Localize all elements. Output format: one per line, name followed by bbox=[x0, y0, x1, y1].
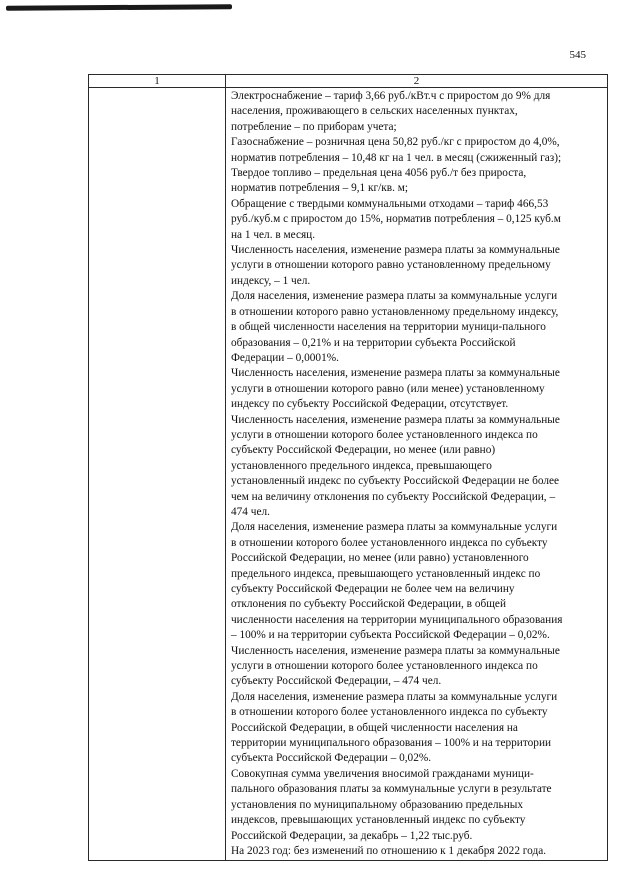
column-2-cell bbox=[226, 88, 608, 861]
electricity-paragraph: Электроснабжение – тариф 3,66 руб./кВт.ч с приростом до 9% для населения, проживающего в сельских населенных пунктах, потребление – по приборам учета; bbox=[231, 90, 551, 133]
table-row bbox=[89, 88, 608, 861]
column-1-cell bbox=[89, 88, 226, 861]
scan-edge-mark bbox=[6, 4, 232, 11]
population-below-index-paragraph: Численность населения, изменение размера платы за коммунальные услуги в отношении которого равно (или менее) установленному индексу по субъекту Российской Федерации, отсутствует. bbox=[231, 367, 560, 411]
solid-fuel-paragraph: Твердое топливо – предельная цена 4056 руб./т без прироста, норматив потребления – 9,1 кг/кв. м; bbox=[231, 167, 527, 195]
population-equal-limit-paragraph: Численность населения, изменение размера платы за коммунальные услуги в отношении которого равно установленному предельному индексу, – 1 чел. bbox=[231, 244, 560, 287]
table-header-row bbox=[89, 75, 608, 88]
share-equal-limit-paragraph: Доля населения, изменение размера платы за коммунальные услуги в отношении которого равно установленному предельному индексу, в общей численности населения на территории муници-пального образования – 0,21% и на территории субъекта Российской Федерации – 0,0001%. bbox=[231, 290, 559, 364]
share-above-index-paragraph: Доля населения, изменение размера платы за коммунальные услуги в отношении которого более установленного индекса по субъекту Российской Федерации, в общей численности населения на территории муниципального образования – 100% и на территории субъекта Российской Федерации – 0,02%. bbox=[231, 690, 558, 765]
population-above-index-paragraph: Численность населения, изменение размера платы за коммунальные услуги в отношении которого более установленного индекса по субъекту Российской Федерации, – 474 чел. bbox=[231, 644, 560, 688]
year-2023-paragraph: На 2023 год: без изменений по отношению к 1 декабря 2022 года. bbox=[231, 844, 547, 857]
column-header-2: 2 bbox=[226, 75, 608, 88]
page-number: 545 bbox=[569, 49, 586, 61]
share-above-index-within-deviation-paragraph: Доля населения, изменение размера платы за коммунальные услуги в отношении которого более установленного индекса по субъекту Российской Федерации, но менее (или равно) установленного предельного индекса, превышающего установленный индекс по субъекту Российской Федерации не более чем на величину отклонения по субъекту Российской Федерации, в общей численности населения на территории муниципального образования – 100% и на территории субъекта Российской Федерации – 0,02%. bbox=[231, 521, 563, 642]
document-table bbox=[88, 74, 608, 861]
total-increase-paragraph: Совокупная сумма увеличения вносимой гражданами муници- пального образования платы за коммунальные услуги в результате установления по муниципальному образованию предельных индексов, превышающих установленный индекс по субъекту Российской Федерации, за декабрь – 1,22 тыс.руб. bbox=[231, 767, 552, 842]
column-header-1: 1 bbox=[89, 75, 226, 88]
gas-paragraph: Газоснабжение – розничная цена 50,82 руб./кг с приростом до 4,0%, норматив потребления – 10,48 кг на 1 чел. в месяц (сжиженный газ); bbox=[231, 136, 562, 164]
waste-paragraph: Обращение с твердыми коммунальными отходами – тариф 466,53 руб./куб.м с приростом до 15%, норматив потребления – 0,125 куб.м на 1 чел. в месяц. bbox=[231, 197, 561, 241]
population-above-index-within-deviation-paragraph: Численность населения, изменение размера платы за коммунальные услуги в отношении которого более установленного индекса по субъекту Российской Федерации, но менее (или равно) установленного предельного индекса, превышающего установленный индекс по субъекту Российской Федерации не более чем на величину отклонения по субъекту Российской Федерации, – 474 чел. bbox=[231, 413, 560, 518]
